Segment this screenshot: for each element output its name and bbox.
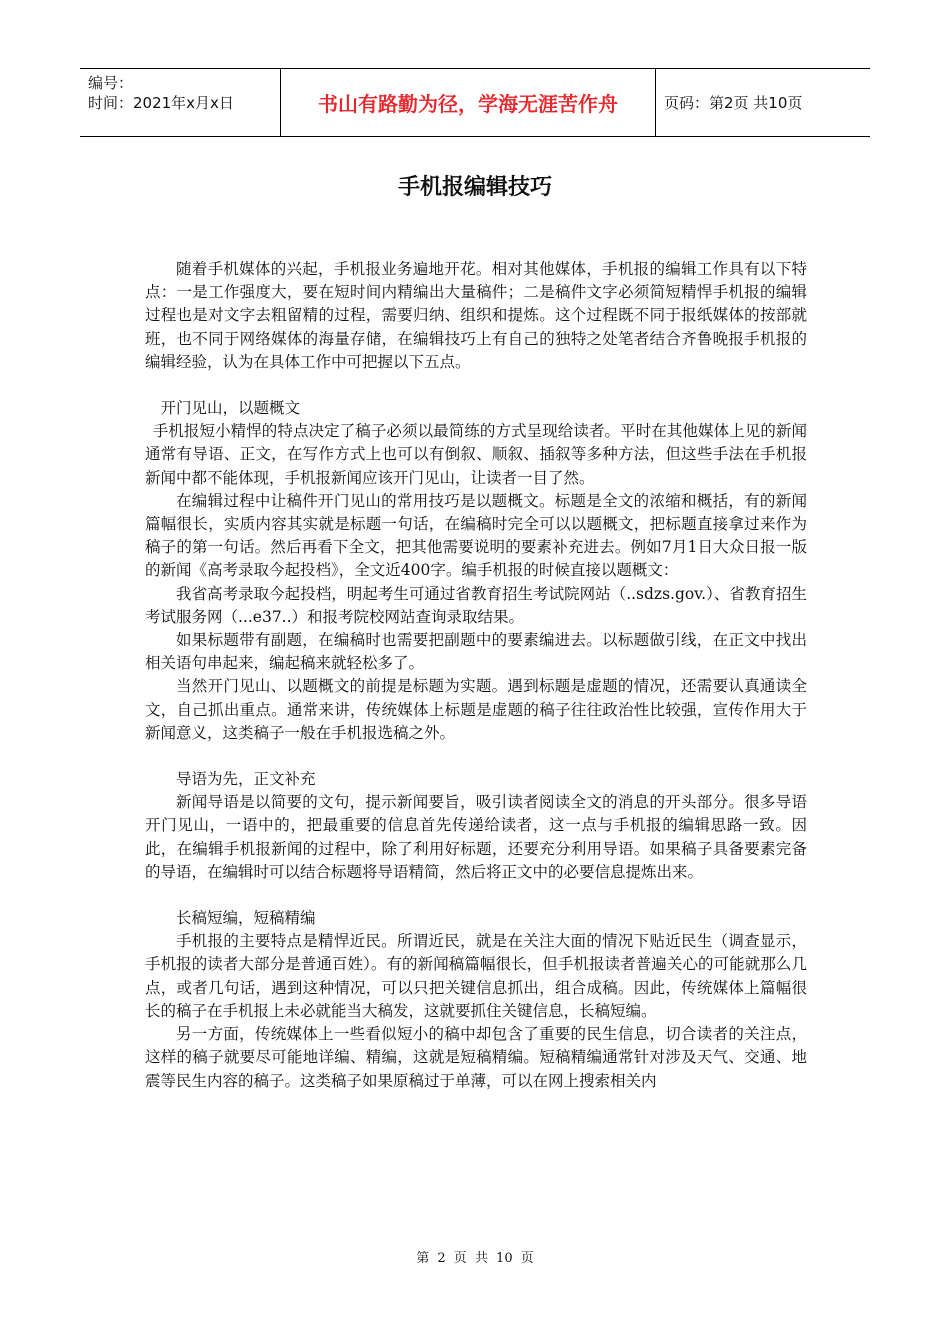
header-page-info: 页码：第2页 共10页	[664, 94, 803, 112]
time-label: 时间：2021年x月x日	[88, 94, 234, 112]
page-footer: 第 2 页 共 10 页	[416, 1251, 534, 1266]
paragraph: 手机报的主要特点是精悍近民。所谓近民，就是在关注大面的情况下贴近民生（调查显示，手机报的读者大部分是普通百姓）。有的新闻稿篇幅很长，但手机报读者普遍关心的可能就那么几点，或者几句话，遇到这种情况，可以只把关键信息抓出，组合成稿。因此，传统媒体上篇幅很长的稿子在手机报上未必就能当大稿发，这就要抓住关键信息，长稿短编。	[145, 932, 807, 1020]
paragraph: 如果标题带有副题，在编稿时也需要把副题中的要素编进去。以标题做引线，在正文中找出相关语句串起来，编起稿来就轻松多了。	[145, 631, 807, 673]
number-label: 编号：	[88, 74, 134, 92]
document-body	[145, 258, 807, 1093]
section-heading: 开门见山，以题概文	[160, 399, 301, 418]
paragraph: 当然开门见山、以题概文的前提是标题为实题。遇到标题是虚题的情况，还需要认真通读全文，自己抓出重点。通常来讲，传统媒体上标题是虚题的稿子往往政治性比较强，宣传作用大于新闻意义，这类稿子一般在手机报选稿之外。	[145, 677, 807, 742]
header-meta	[80, 69, 280, 136]
document-title: 手机报编辑技巧	[397, 175, 552, 200]
paragraph: 手机报短小精悍的特点决定了稿子必须以最简练的方式呈现给读者。平时在其他媒体上见的新闻通常有导语、正文，在写作方式上也可以有倒叙、顺叙、插叙等多种方法，但这些手法在手机报新闻中都不能体现，手机报新闻应该开门见山，让读者一目了然。	[145, 422, 807, 487]
paragraph: 随着手机媒体的兴起，手机报业务遍地开花。相对其他媒体，手机报的编辑工作具有以下特点：一是工作强度大，要在短时间内精编出大量稿件；二是稿件文字必须简短精悍手机报的编辑过程也是对文字去粗留精的过程，需要归纳、组织和提炼。这个过程既不同于报纸媒体的按部就班，也不同于网络媒体的海量存储，在编辑技巧上有自己的独特之处笔者结合齐鲁晚报手机报的编辑经验，认为在具体工作中可把握以下五点。	[145, 260, 807, 371]
paragraph: 新闻导语是以简要的文句，提示新闻要旨，吸引读者阅读全文的消息的开头部分。很多导语开门见山，一语中的，把最重要的信息首先传递给读者，这一点与手机报的编辑思路一致。因此，在编辑手机报新闻的过程中，除了利用好标题，还要充分利用导语。如果稿子具备要素完备的导语，在编辑时可以结合标题将导语精简，然后将正文中的必要信息提炼出来。	[145, 793, 807, 881]
paragraph: 我省高考录取今起投档，明起考生可通过省教育招生考试院网站（..sdzs.gov.）、省教育招生考试服务网（...e37..）和报考院校网站查询录取结果。	[145, 584, 807, 626]
paragraph: 另一方面，传统媒体上一些看似短小的稿中却包含了重要的民生信息，切合读者的关注点，这样的稿子就要尽可能地详编、精编，这就是短稿精编。短稿精编通常针对涉及天气、交通、地震等民生内容的稿子。这类稿子如果原稿过于单薄，可以在网上搜索相关内	[145, 1025, 807, 1090]
header-motto: 书山有路勤为径，学海无涯苦作舟	[318, 92, 618, 116]
header-table	[80, 68, 870, 137]
header-motto-cell	[280, 69, 656, 136]
paragraph: 在编辑过程中让稿件开门见山的常用技巧是以题概文。标题是全文的浓缩和概括，有的新闻篇幅很长，实质内容其实就是标题一句话，在编稿时完全可以以题概文，把标题直接拿过来作为稿子的第一句话。然后再看下全文，把其他需要说明的要素补充进去。例如7月1日大众日报一版的新闻《高考录取今起投档》，全文近400字。编手机报的时候直接以题概文：	[145, 491, 807, 580]
section-heading: 长稿短编，短稿精编	[176, 909, 316, 928]
section-heading: 导语为先，正文补充	[176, 770, 316, 789]
